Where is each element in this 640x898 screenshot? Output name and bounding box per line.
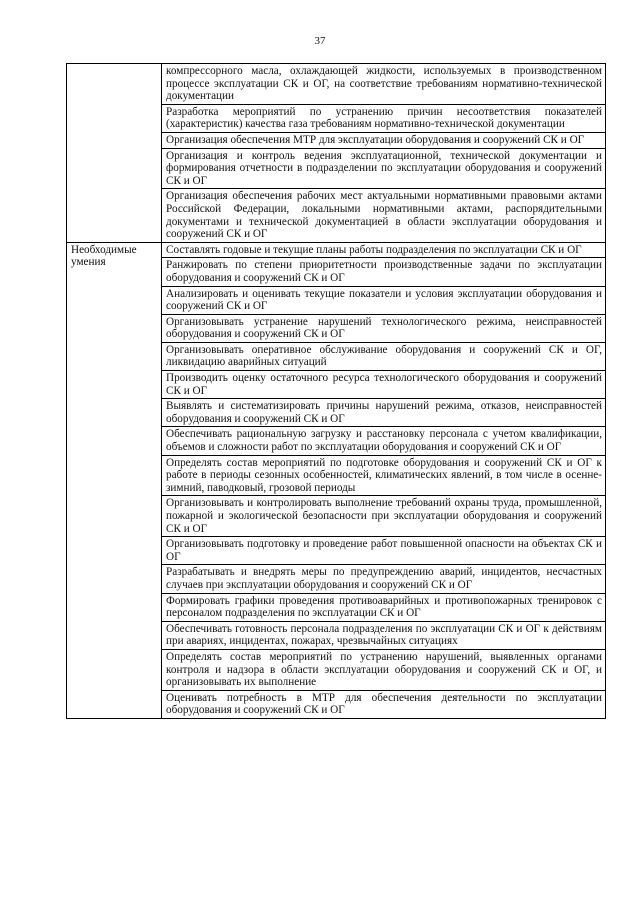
requirement-cell: Определять состав мероприятий по устранению нарушений, выявленных органами контроля и надзора в области эксплуатации оборудования и сооружений СК и ОГ, и организовывать их выполнение [162, 649, 606, 690]
requirement-cell: Производить оценку остаточного ресурса технологического оборудования и сооружений СК и ОГ [162, 371, 606, 399]
requirement-cell: Оценивать потребность в МТР для обеспечения деятельности по эксплуатации оборудования и сооружений СК и ОГ [162, 690, 606, 718]
competency-table [66, 63, 606, 719]
requirement-cell: Составлять годовые и текущие планы работы подразделения по эксплуатации СК и ОГ [162, 242, 606, 258]
requirement-cell: Организовывать устранение нарушений технологического режима, неисправностей оборудования и сооружений СК и ОГ [162, 314, 606, 342]
section-label-continued [67, 64, 162, 243]
requirement-cell: Организация обеспечения рабочих мест актуальными нормативными правовыми актами Российской Федерации, локальными нормативными актами, распорядительными документами и технической документацией в области эксплуатации оборудования и сооружений СК и ОГ [162, 189, 606, 242]
requirement-cell: Обеспечивать готовность персонала подразделения по эксплуатации СК и ОГ к действиям при авариях, инцидентах, пожарах, чрезвычайных ситуациях [162, 621, 606, 649]
requirement-cell: компрессорного масла, охлаждающей жидкости, используемых в производственном процессе эксплуатации СК и ОГ, на соответствие требованиям нормативно-технической документации [162, 64, 606, 105]
requirement-cell: Организовывать подготовку и проведение работ повышенной опасности на объектах СК и ОГ [162, 537, 606, 565]
requirement-cell: Организация обеспечения МТР для эксплуатации оборудования и сооружений СК и ОГ [162, 132, 606, 148]
section-label: Необходимые умения [67, 242, 162, 718]
table-row [67, 64, 606, 105]
requirement-cell: Организовывать и контролировать выполнение требований охраны труда, промышленной, пожарной и экологической безопасности при эксплуатации оборудования и сооружений СК и ОГ [162, 496, 606, 537]
page-number: 37 [314, 35, 326, 47]
requirement-cell: Организация и контроль ведения эксплуатационной, технической документации и формирования отчетности в подразделении по эксплуатации оборудования и сооружений СК и ОГ [162, 148, 606, 189]
requirement-cell: Разрабатывать и внедрять меры по предупреждению аварий, инцидентов, несчастных случаев при эксплуатации оборудования и сооружений СК и ОГ [162, 565, 606, 593]
requirement-cell: Разработка мероприятий по устранению причин несоответствия показателей (характеристик) качества газа требованиям нормативно-технической документации [162, 104, 606, 132]
requirement-cell: Выявлять и систематизировать причины нарушений режима, отказов, неисправностей оборудования и сооружений СК и ОГ [162, 399, 606, 427]
requirement-cell: Организовывать оперативное обслуживание оборудования и сооружений СК и ОГ, ликвидацию аварийных ситуаций [162, 342, 606, 370]
requirement-cell: Определять состав мероприятий по подготовке оборудования и сооружений СК и ОГ к работе в периоды сезонных особенностей, климатических явлений, в том числе в осенне-зимний, паводковый, грозовой периоды [162, 455, 606, 496]
requirement-cell: Анализировать и оценивать текущие показатели и условия эксплуатации оборудования и сооружений СК и ОГ [162, 286, 606, 314]
table-row [67, 242, 606, 258]
requirement-cell: Формировать графики проведения противоаварийных и противопожарных тренировок с персоналом подразделения по эксплуатации СК и ОГ [162, 593, 606, 621]
requirement-cell: Ранжировать по степени приоритетности производственные задачи по эксплуатации оборудования и сооружений СК и ОГ [162, 258, 606, 286]
requirement-cell: Обеспечивать рациональную загрузку и расстановку персонала с учетом квалификации, объемов и сложности работ по эксплуатации оборудования и сооружений СК и ОГ [162, 427, 606, 455]
